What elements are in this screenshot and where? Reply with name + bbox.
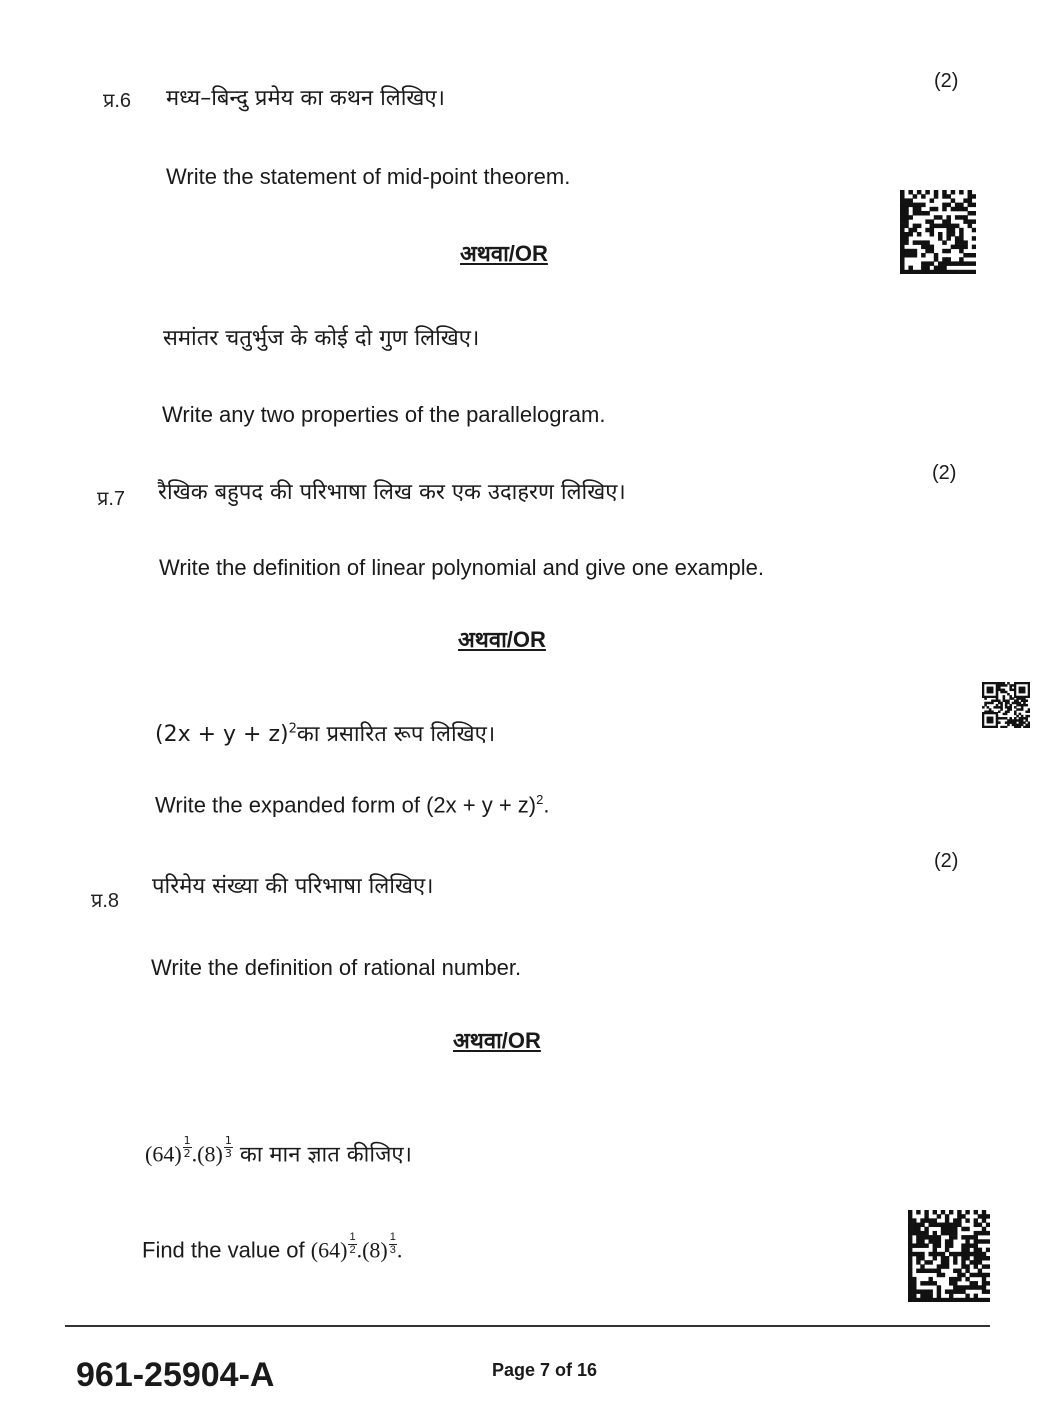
question-8-alt-english <box>142 1232 402 1263</box>
question-6-or-label: अथवा/OR <box>460 241 548 266</box>
question-8-marks: (2) <box>934 850 959 872</box>
page-number: Page 7 of 16 <box>492 1360 598 1380</box>
exponent: 2 <box>288 721 297 737</box>
question-6-hindi: मध्य–बिन्दु प्रमेय का कथन लिखिए। <box>166 86 445 111</box>
base-2: (8) <box>362 1237 388 1263</box>
question-6-english: Write the statement of mid-point theorem. <box>166 164 571 189</box>
exponent-fraction-2: $\frac{1}{3}$ <box>389 1231 396 1256</box>
base-1: (64) <box>145 1141 182 1167</box>
question-8-english: Write the definition of rational number. <box>151 955 522 980</box>
question-7-alt-hindi <box>155 718 495 748</box>
datamatrix-code-icon <box>908 1210 990 1302</box>
base-2: (8) <box>197 1141 223 1167</box>
exponent-fraction-1: $\frac{1}{2}$ <box>349 1231 356 1256</box>
exponent-fraction-1: $\frac{1}{2}$ <box>183 1134 191 1160</box>
end-punct: . <box>396 1237 403 1263</box>
question-8-or-label: अथवा/OR <box>453 1028 541 1053</box>
separator: . <box>191 1141 198 1167</box>
qr-code-icon <box>982 682 1030 728</box>
question-7-number: प्र.7 <box>97 488 126 510</box>
datamatrix-code-icon <box>900 190 976 274</box>
question-7-hindi: रैखिक बहुपद की परिभाषा लिख कर एक उदाहरण लिखिए। <box>158 480 626 505</box>
english-text: Find the value of <box>142 1237 305 1263</box>
english-text: Write the expanded form of (2x + y + z) <box>155 792 537 818</box>
paper-code: 961-25904-A <box>76 1356 275 1394</box>
question-8-number: प्र.8 <box>91 890 120 912</box>
end-punct: . <box>543 792 550 818</box>
question-6-alt-english: Write any two properties of the parallelogram. <box>162 402 606 427</box>
question-8-hindi: परिमेय संख्या की परिभाषा लिखिए। <box>152 874 434 899</box>
question-6-alt-hindi: समांतर चतुर्भुज के कोई दो गुण लिखिए। <box>163 326 480 351</box>
question-6-marks: (2) <box>934 70 959 92</box>
question-6-number: प्र.6 <box>103 90 132 112</box>
exponent-fraction-2: $\frac{1}{3}$ <box>224 1134 232 1160</box>
base-1: (64) <box>310 1237 348 1263</box>
question-7-or-label: अथवा/OR <box>458 627 546 652</box>
hindi-tail: का मान ज्ञात कीजिए। <box>239 1142 412 1168</box>
separator: . <box>356 1237 363 1263</box>
exponent: 2 <box>536 792 544 807</box>
expression: (2x + y + z) <box>155 722 289 747</box>
question-8-alt-hindi <box>145 1135 412 1168</box>
hindi-tail: का प्रसारित रूप लिखिए। <box>296 722 496 747</box>
question-7-marks: (2) <box>932 462 957 484</box>
question-7-english: Write the definition of linear polynomial and give one example. <box>159 555 764 580</box>
footer-rule <box>65 1325 990 1327</box>
question-7-alt-english <box>155 792 549 818</box>
